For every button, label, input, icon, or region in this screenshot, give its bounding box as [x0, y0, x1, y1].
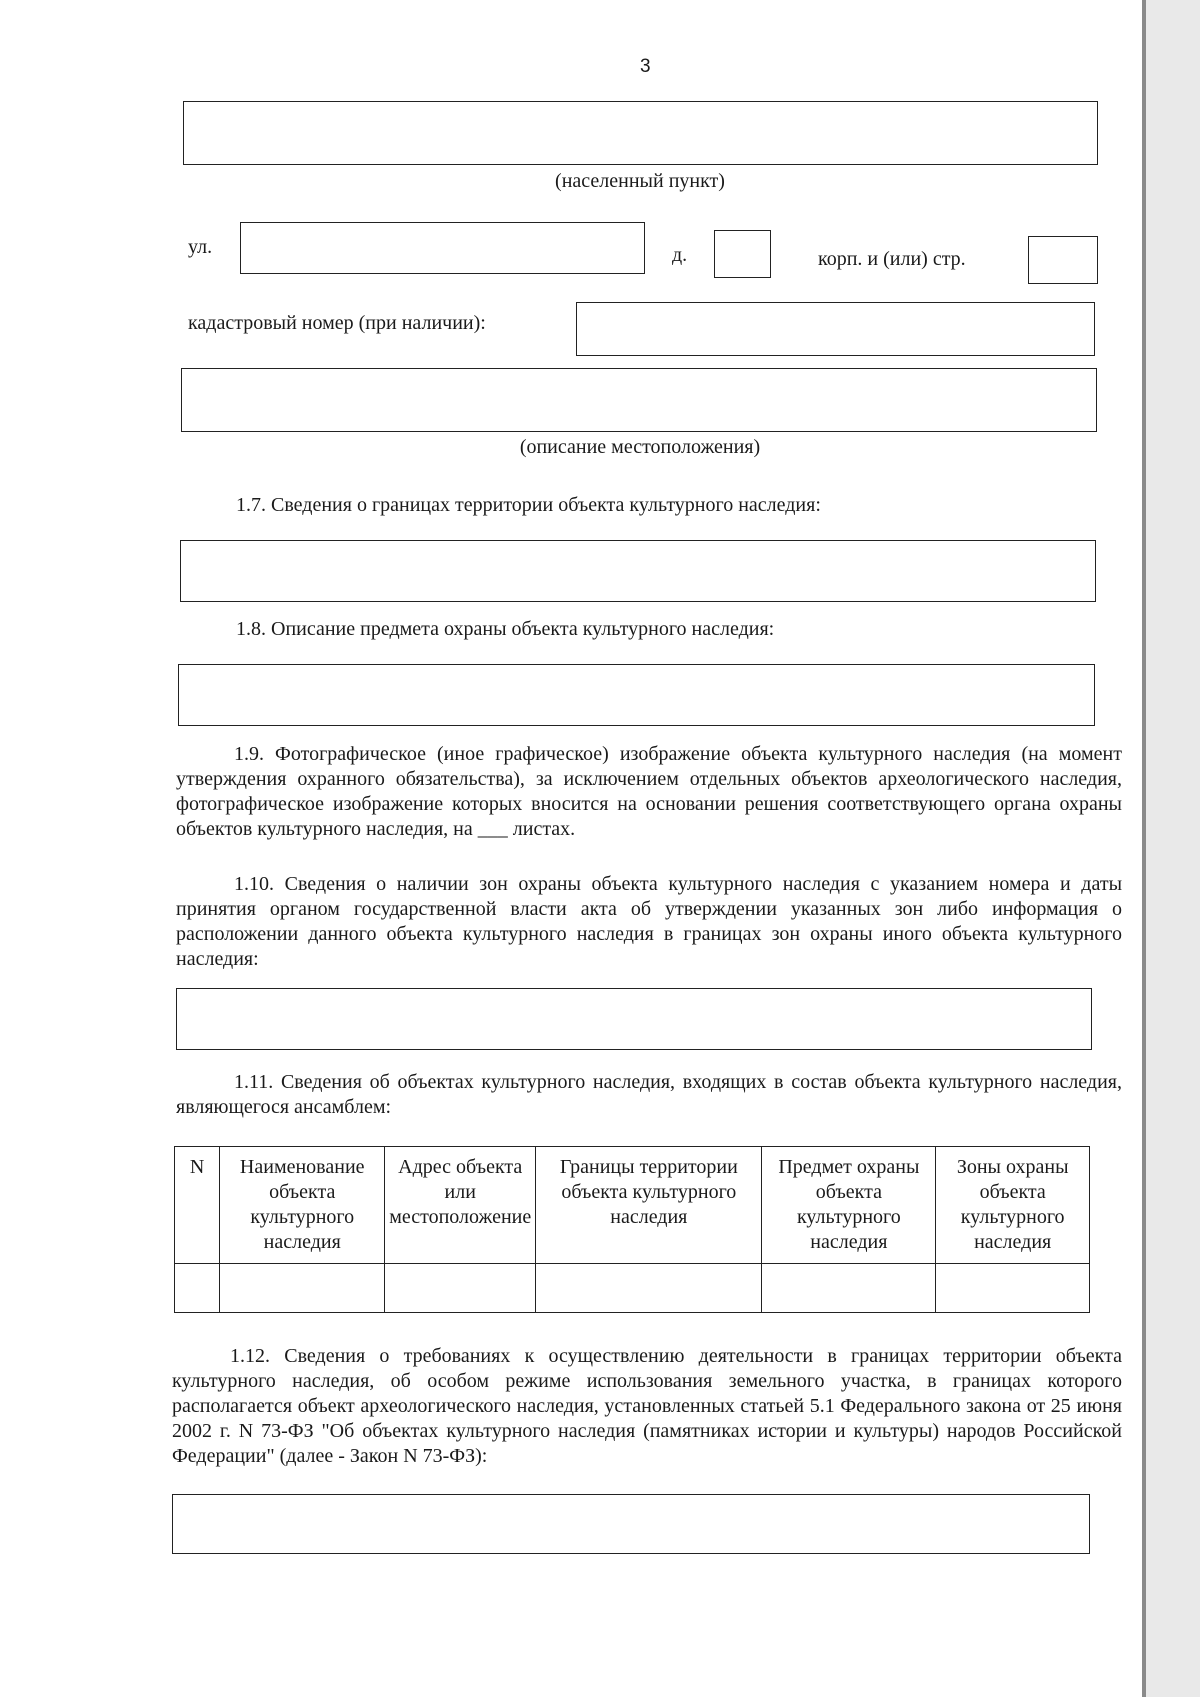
col-protection-zones-header: Зоны охраны объекта культурного наследия — [936, 1147, 1090, 1264]
section-1-7-field[interactable] — [180, 540, 1096, 602]
col-address-header: Адрес объекта или местоположение — [385, 1147, 536, 1264]
col-boundaries-header: Границы территории объекта культурного наследия — [536, 1147, 762, 1264]
scan-edge-line — [1142, 0, 1146, 1697]
house-field[interactable] — [714, 230, 771, 278]
section-1-12-content: 1.12. Сведения о требованиях к осуществлению деятельности в границах территории объекта культурного наследия, об особом режиме использования земельного участка, в границах которого располагается объект археологического наследия, установленных статьей 5.1 Федерального закона от 25 июня 2002 г. N 73-ФЗ "Об объектах культурного наследия (памятниках истории и культуры) народов Российской Федерации" (далее - Закон N 73-ФЗ): — [172, 1345, 1122, 1467]
cadastral-field[interactable] — [576, 302, 1095, 356]
building-field[interactable] — [1028, 236, 1098, 284]
cadastral-label: кадастровый номер (при наличии): — [188, 312, 486, 334]
page-number: 3 — [640, 56, 651, 77]
table-header-row — [175, 1147, 1090, 1264]
section-1-7-heading: 1.7. Сведения о границах территории объекта культурного наследия: — [236, 494, 821, 516]
section-1-11-text — [176, 1070, 1122, 1120]
cell-protection-zones[interactable] — [936, 1264, 1090, 1313]
cell-name[interactable] — [220, 1264, 385, 1313]
scan-page-edge — [1142, 0, 1200, 1697]
section-1-12-text — [172, 1344, 1122, 1469]
ensemble-objects-table — [174, 1146, 1090, 1313]
section-1-9-text — [176, 742, 1122, 842]
table-row — [175, 1264, 1090, 1313]
cell-boundaries[interactable] — [536, 1264, 762, 1313]
section-1-10-field[interactable] — [176, 988, 1092, 1050]
location-caption: (описание местоположения) — [519, 436, 761, 458]
section-1-12-field[interactable] — [172, 1494, 1090, 1554]
building-label: корп. и (или) стр. — [818, 248, 966, 270]
section-1-8-heading: 1.8. Описание предмета охраны объекта культурного наследия: — [236, 618, 775, 640]
section-1-10-content: 1.10. Сведения о наличии зон охраны объекта культурного наследия с указанием номера и даты принятия органом государственной власти акта об утверждении указанных зон либо информация о расположении данного объекта культурного наследия в границах зон охраны иного объекта культурного наследия: — [176, 873, 1122, 970]
section-1-9-content: 1.9. Фотографическое (иное графическое) изображение объекта культурного наследия (на момент утверждения охранного обязательства), за исключением отдельных объектов археологического наследия, фотографическое изображение которых вносится на основании решения соответствующего органа охраны объектов культурного наследия, на ___ листах. — [176, 743, 1122, 840]
col-number-header: N — [175, 1147, 220, 1264]
section-1-10-text — [176, 872, 1122, 972]
street-field[interactable] — [240, 222, 645, 274]
house-label: д. — [672, 244, 688, 266]
street-label: ул. — [188, 236, 213, 258]
section-1-8-field[interactable] — [178, 664, 1095, 726]
cell-number[interactable] — [175, 1264, 220, 1313]
section-1-11-content: 1.11. Сведения об объектах культурного наследия, входящих в состав объекта культурного наследия, являющегося ансамблем: — [176, 1071, 1122, 1118]
col-name-header: Наименование объекта культурного наследия — [220, 1147, 385, 1264]
cell-address[interactable] — [385, 1264, 536, 1313]
cell-protection-subject[interactable] — [762, 1264, 936, 1313]
locality-caption: (населенный пункт) — [555, 170, 725, 192]
col-protection-subject-header: Предмет охраны объекта культурного наследия — [762, 1147, 936, 1264]
locality-field[interactable] — [183, 101, 1098, 165]
location-field[interactable] — [181, 368, 1097, 432]
